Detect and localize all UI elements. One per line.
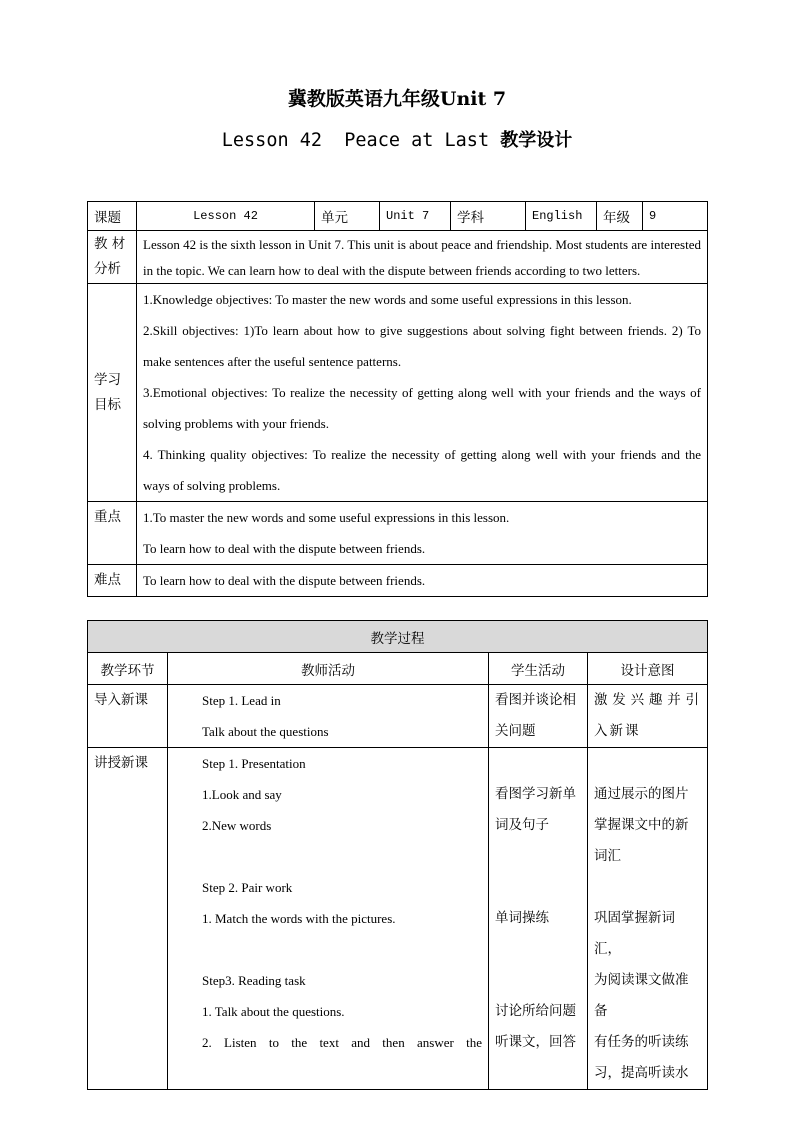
topic-value: Lesson 42 [137, 202, 315, 231]
column-header-teacher: 教师活动 [168, 653, 489, 685]
header-row [88, 202, 708, 231]
teacher-activity-new-lesson [168, 748, 489, 1090]
intent-line: 通过展示的图片 [594, 786, 689, 802]
teacher-step: 2. Listen to the text and then answer the [202, 1035, 482, 1050]
column-header-intent: 设计意图 [588, 653, 708, 685]
analysis-text: Lesson 42 is the sixth lesson in Unit 7. This unit is about peace and friendship. Most students are interested in the topic. We can learn how to deal with the dispute between friends according to two letters. [137, 231, 708, 284]
difficulties-row [88, 565, 708, 597]
teacher-step: Talk about the questions [202, 724, 329, 739]
process-title-row [88, 621, 708, 653]
teacher-step [202, 841, 482, 872]
student-line: 听课文，回答 [495, 1034, 576, 1050]
student-line [495, 965, 581, 996]
analysis-label: 教 材 分析 [88, 231, 137, 284]
document-subtitle [0, 126, 794, 152]
grade-label: 年级 [597, 202, 643, 231]
difficulties-text: To learn how to deal with the dispute between friends. [137, 565, 708, 597]
objective-item: 1.Knowledge objectives: To master the new words and some useful expressions in this lesson. [143, 292, 632, 307]
process-row-intro [88, 685, 708, 748]
teacher-step: 1. Match the words with the pictures. [202, 911, 396, 926]
key-point-line: To learn how to deal with the dispute between friends. [143, 541, 426, 556]
teacher-step [202, 934, 482, 965]
process-title: 教学过程 [88, 621, 708, 653]
intent-line: 习，提高听读水 [594, 1065, 689, 1081]
key-points-text [137, 502, 708, 565]
subtitle-chinese: 教学设计 [500, 130, 573, 151]
objective-item: 4. Thinking quality objectives: To realize the necessity of getting along well with your friends and the ways of solving problems. [143, 447, 701, 493]
intent-line: 备 [594, 1003, 608, 1019]
process-column-headers [88, 653, 708, 685]
design-intent-new-lesson [588, 748, 708, 1090]
intent-line: 为阅读课文做准 [594, 972, 689, 988]
intent-line: 词汇 [594, 848, 621, 864]
objectives-label: 学习 目标 [88, 284, 137, 502]
key-points-row [88, 502, 708, 565]
objective-item: 3.Emotional objectives: To realize the necessity of getting along well with your friends and the ways of solving problems with your friends. [143, 385, 701, 431]
objectives-row [88, 284, 708, 502]
intent-line [594, 872, 701, 903]
teacher-step: Step 1. Lead in [202, 693, 281, 708]
document-title: 冀教版英语九年级Unit 7 [287, 88, 507, 110]
lesson-info-table [87, 201, 708, 597]
key-points-label: 重点 [88, 502, 137, 565]
column-header-student: 学生活动 [489, 653, 588, 685]
student-line: 词及句子 [495, 817, 549, 833]
stage-intro: 导入新课 [88, 685, 168, 748]
teacher-step: 2.New words [202, 818, 272, 833]
topic-label: 课题 [88, 202, 137, 231]
teacher-step: 1. Talk about the questions. [202, 1004, 345, 1019]
intent-line: 巩固掌握新词汇， [594, 910, 675, 957]
teacher-step: Step 1. Presentation [202, 756, 306, 771]
student-activity-new-lesson [489, 748, 588, 1090]
student-activity-intro: 看图并谈论相关问题 [489, 685, 588, 748]
student-line: 单词操练 [495, 910, 549, 926]
subject-value: English [526, 202, 597, 231]
student-line: 讨论所给问题 [495, 1003, 576, 1019]
key-point-line: 1.To master the new words and some useful expressions in this lesson. [143, 510, 510, 525]
student-line [495, 748, 581, 779]
teaching-process-table [87, 620, 708, 1090]
teacher-activity-intro [168, 685, 489, 748]
intent-line: 掌握课文中的新 [594, 817, 689, 833]
column-header-stage: 教学环节 [88, 653, 168, 685]
unit-value: Unit 7 [380, 202, 451, 231]
objectives-list [137, 284, 708, 502]
teacher-step: Step3. Reading task [202, 973, 306, 988]
stage-new-lesson: 讲授新课 [88, 748, 168, 1090]
objective-item: 2.Skill objectives: 1)To learn about how to give suggestions about solving fight between friends. 2) To make sentences after the useful sentence patterns. [143, 323, 701, 369]
student-line: 看图学习新单 [495, 786, 576, 802]
subject-label: 学科 [451, 202, 526, 231]
student-line [495, 841, 581, 872]
intent-line [594, 748, 701, 779]
subtitle-english: Lesson 42 Peace at Last [221, 130, 501, 151]
teacher-step: 1.Look and say [202, 787, 282, 802]
student-line [495, 872, 581, 903]
difficulties-label: 难点 [88, 565, 137, 597]
design-intent-intro: 激发兴趣并引入新课 [588, 685, 708, 748]
unit-label: 单元 [315, 202, 380, 231]
student-line [495, 934, 581, 965]
intent-line: 有任务的听读练 [594, 1034, 689, 1050]
teacher-step: Step 2. Pair work [202, 880, 293, 895]
grade-value: 9 [643, 202, 708, 231]
process-row-new-lesson [88, 748, 708, 1090]
analysis-row [88, 231, 708, 284]
